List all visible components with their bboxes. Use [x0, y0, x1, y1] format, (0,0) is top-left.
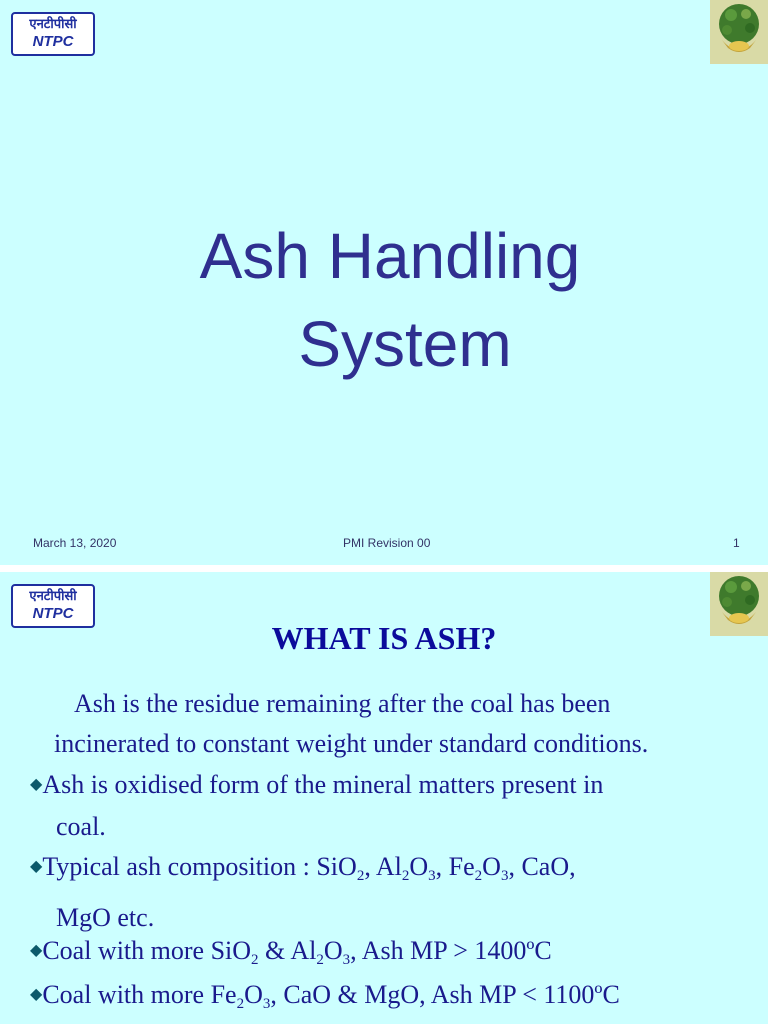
bullet-1-line-2: coal.: [56, 812, 106, 841]
intro-line-2: incinerated to constant weight under standard conditions.: [54, 729, 649, 758]
subscript: 2: [474, 868, 483, 884]
chem-text: &: [258, 936, 291, 965]
bullet-2-text: Typical ash composition :: [42, 852, 317, 881]
subscript: 2: [251, 952, 259, 968]
chem-text: ,: [569, 852, 576, 881]
diamond-bullet-icon: ◆: [30, 986, 43, 1003]
chem-text: O: [323, 936, 343, 965]
bullet-4-text: Coal with more: [42, 980, 211, 1009]
bullet-4-suffix: , Ash MP < 1100ºC: [419, 980, 620, 1009]
chem-text: Al: [290, 936, 317, 965]
diamond-bullet-icon: ◆: [30, 858, 43, 875]
chem-text: ,: [364, 852, 376, 881]
chem-text: O: [409, 852, 429, 881]
slide-divider: [0, 565, 768, 572]
chem-text: Fe: [210, 980, 237, 1009]
bullet-item: [30, 846, 760, 939]
chem-text: ,: [435, 852, 449, 881]
chem-text: , CaO & MgO: [270, 980, 420, 1009]
chem-text: SiO: [316, 852, 357, 881]
bullet-1-line-1: Ash is oxidised form of the mineral matters present in: [42, 770, 604, 799]
chem-text: Al: [375, 852, 402, 881]
footer-revision: PMI Revision 00: [343, 536, 431, 550]
diamond-bullet-icon: ◆: [30, 942, 43, 959]
chem-text: CaO: [521, 852, 570, 881]
bullet-item: [30, 974, 760, 1024]
footer-date: March 13, 2020: [33, 536, 117, 550]
subscript: 2: [316, 952, 324, 968]
slide-2: [0, 572, 768, 1024]
subscript: 3: [342, 952, 351, 968]
title-line-2: System: [298, 308, 512, 380]
intro-line-1: Ash is the residue remaining after the coal has been: [74, 689, 611, 718]
emblem-icon: [710, 0, 768, 64]
bullet-2-line-2: MgO etc.: [56, 903, 155, 932]
subscript: 2: [356, 868, 365, 884]
bullet-item: [30, 764, 760, 848]
slide-heading: WHAT IS ASH?: [271, 620, 497, 656]
footer-page-number: 1: [733, 536, 740, 550]
slide-title: [130, 212, 650, 388]
title-line-1: Ash Handling: [199, 220, 581, 292]
subscript: 3: [262, 996, 271, 1012]
subscript: 3: [500, 868, 509, 884]
subscript: 2: [401, 868, 410, 884]
diamond-bullet-icon: ◆: [30, 776, 43, 793]
chem-text: O: [482, 852, 501, 881]
logo-latin-text: NTPC: [32, 33, 74, 50]
logo-hindi-text: एनटीपीसी: [29, 589, 77, 604]
chem-text: SiO: [210, 936, 252, 965]
chem-text: O: [244, 980, 263, 1009]
subscript: 2: [236, 996, 245, 1012]
chem-text: ,: [508, 852, 522, 881]
bullet-3-suffix: , Ash MP > 1400ºC: [350, 936, 552, 965]
logo-latin-text: NTPC: [32, 605, 74, 622]
bullet-3-text: Coal with more: [42, 936, 211, 965]
intro-paragraph: [54, 684, 754, 764]
ntpc-logo: [11, 12, 95, 56]
subscript: 3: [428, 868, 436, 884]
chem-text: Fe: [448, 852, 475, 881]
logo-hindi-text: एनटीपीसी: [29, 17, 77, 32]
